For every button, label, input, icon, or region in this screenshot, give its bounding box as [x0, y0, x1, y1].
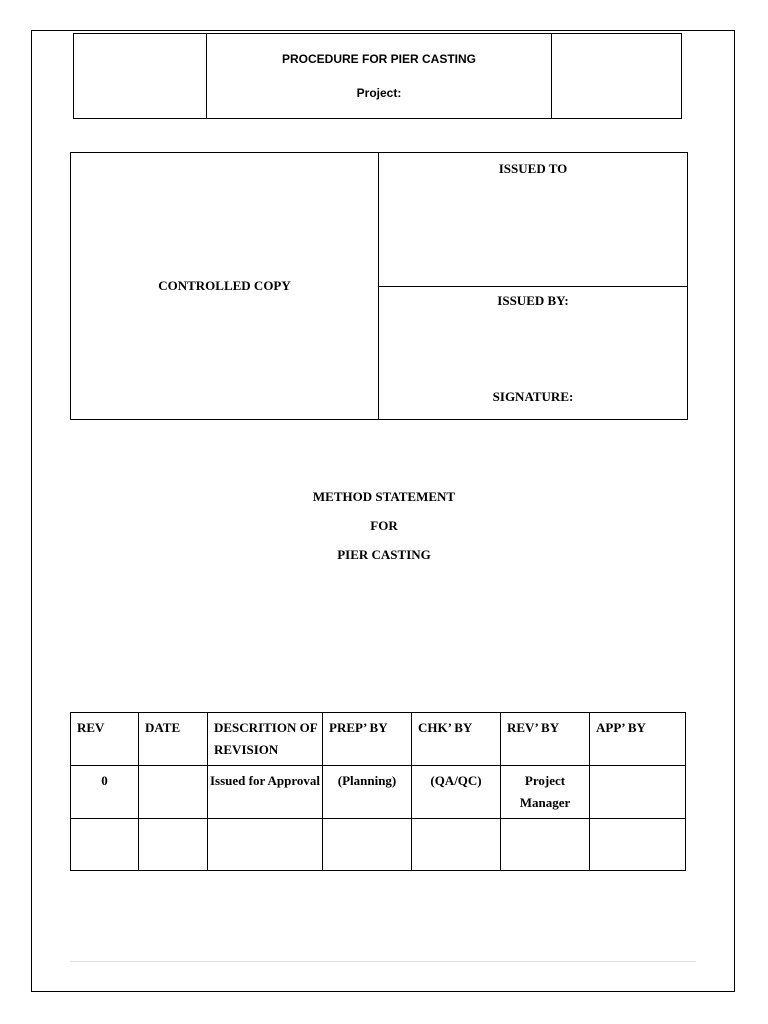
table-row: [71, 766, 686, 819]
control-table: [70, 152, 688, 420]
header-description: DESCRITION OF REVISION: [208, 713, 323, 766]
cell-app-by: [590, 766, 686, 819]
header-title-cell: [207, 34, 552, 119]
header-prep-by: PREP’ BY: [323, 713, 412, 766]
cell-prep-by: [323, 819, 412, 871]
cell-chk-by: (QA/QC): [412, 766, 501, 819]
controlled-copy-cell: [71, 153, 379, 420]
header-date: DATE: [139, 713, 208, 766]
header-app-by: APP’ BY: [590, 713, 686, 766]
issued-by-label: ISSUED BY:: [497, 293, 569, 308]
footer-divider: [70, 961, 696, 962]
cell-description: Issued for Approval: [208, 766, 323, 819]
cell-rev-by: [501, 819, 590, 871]
cell-rev: 0: [71, 766, 139, 819]
issued-to-cell: [379, 153, 688, 287]
header-logo-cell: [74, 34, 207, 119]
header-title: PROCEDURE FOR PIER CASTING: [281, 52, 476, 66]
revision-table: [70, 712, 686, 871]
issued-by-cell: [379, 287, 688, 420]
document-title: [0, 482, 768, 569]
cell-prep-by: (Planning): [323, 766, 412, 819]
cell-description: [208, 819, 323, 871]
document-title-line1: METHOD STATEMENT: [312, 489, 456, 504]
header-chk-by: CHK’ BY: [412, 713, 501, 766]
revision-header-row: [71, 713, 686, 766]
table-row: [71, 819, 686, 871]
header-rev: REV: [71, 713, 139, 766]
signature-label: SIGNATURE:: [492, 389, 574, 404]
header-project-label: Project:: [356, 86, 402, 100]
cell-app-by: [590, 819, 686, 871]
cell-rev-by: Project Manager: [501, 766, 590, 819]
header-right-cell: [552, 34, 682, 119]
document-title-line2: FOR: [370, 518, 398, 533]
issued-to-label: ISSUED TO: [498, 161, 568, 176]
cell-chk-by: [412, 819, 501, 871]
document-title-line3: PIER CASTING: [337, 547, 431, 562]
header-rev-by: REV’ BY: [501, 713, 590, 766]
header-table: [73, 33, 682, 119]
cell-date: [139, 766, 208, 819]
cell-rev: [71, 819, 139, 871]
cell-date: [139, 819, 208, 871]
controlled-copy-label: CONTROLLED COPY: [158, 278, 291, 293]
